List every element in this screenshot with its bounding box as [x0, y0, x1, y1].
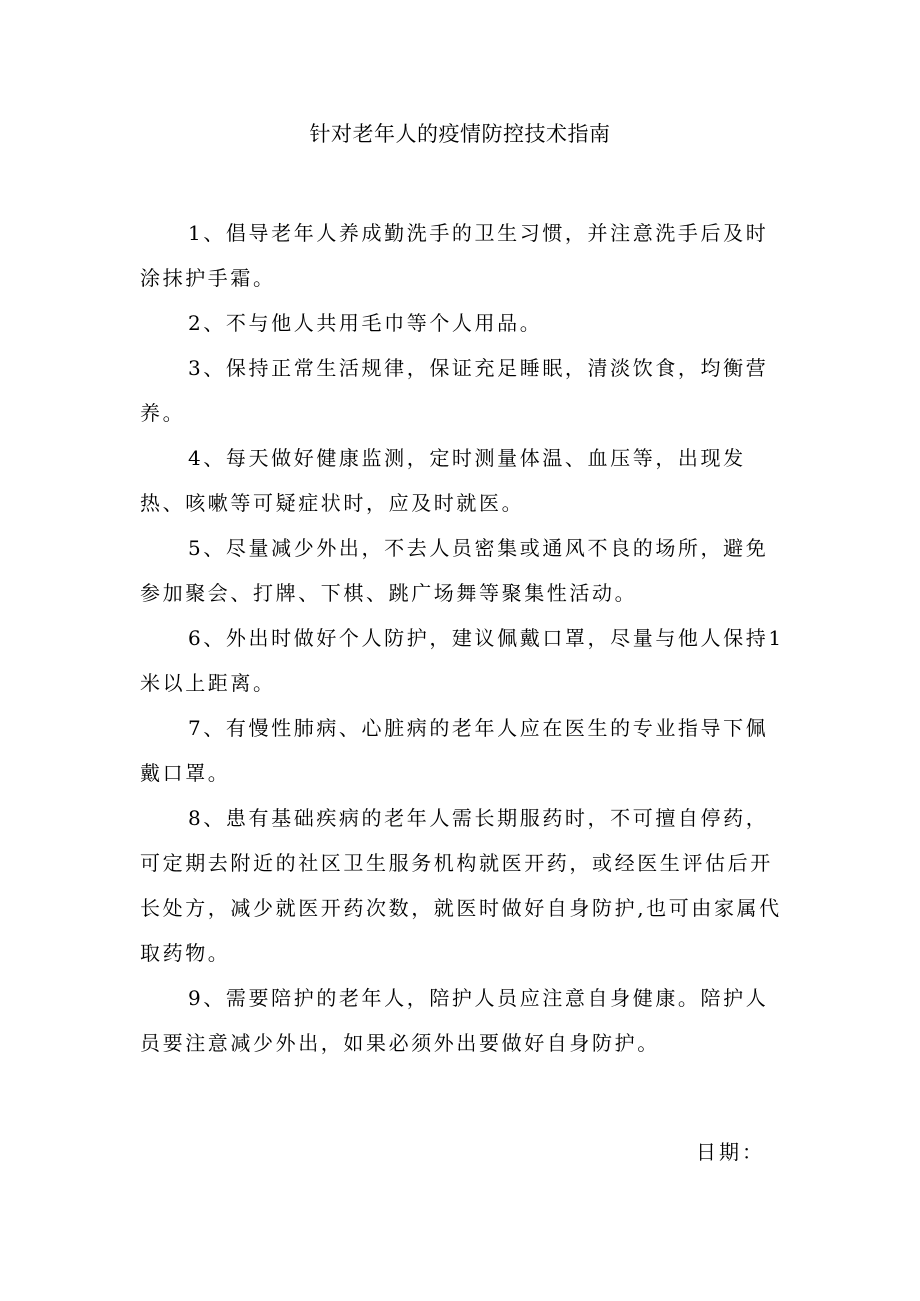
guideline-paragraph-3: 3、保持正常生活规律，保证充足睡眠，清淡饮食，均衡营养。 [140, 356, 769, 425]
guideline-paragraph-9: 9、需要陪护的老年人，陪护人员应注意自身健康。陪护人员要注意减少外出，如果必须外出要做好自身防护。 [140, 986, 769, 1055]
guideline-paragraph-2: 2、不与他人共用毛巾等个人用品。 [188, 311, 543, 335]
guideline-paragraph-1: 1、倡导老年人养成勤洗手的卫生习惯，并注意洗手后及时涂抹护手霜。 [140, 221, 769, 290]
document-title: 针对老年人的疫情防控技术指南 [309, 122, 611, 146]
guideline-paragraph-6: 6、外出时做好个人防护，建议佩戴口罩，尽量与他人保持1米以上距离。 [140, 626, 784, 695]
guideline-paragraph-8: 8、患有基础疾病的老年人需长期服药时，不可擅自停药，可定期去附近的社区卫生服务机构就医开药，或经医生评估后开长处方，减少就医开药次数，就医时做好自身防护,也可由家属代取药物。 [140, 806, 782, 965]
guideline-paragraph-5: 5、尽量减少外出，不去人员密集或通风不良的场所，避免参加聚会、打牌、下棋、跳广场舞等聚集性活动。 [140, 536, 769, 605]
date-label: 日期： [696, 1140, 765, 1164]
guideline-paragraph-7: 7、有慢性肺病、心脏病的老年人应在医生的专业指导下佩戴口罩。 [140, 716, 769, 785]
guideline-paragraph-4: 4、每天做好健康监测，定时测量体温、血压等，出现发热、咳嗽等可疑症状时，应及时就医。 [140, 446, 746, 515]
document-body [140, 211, 790, 1066]
